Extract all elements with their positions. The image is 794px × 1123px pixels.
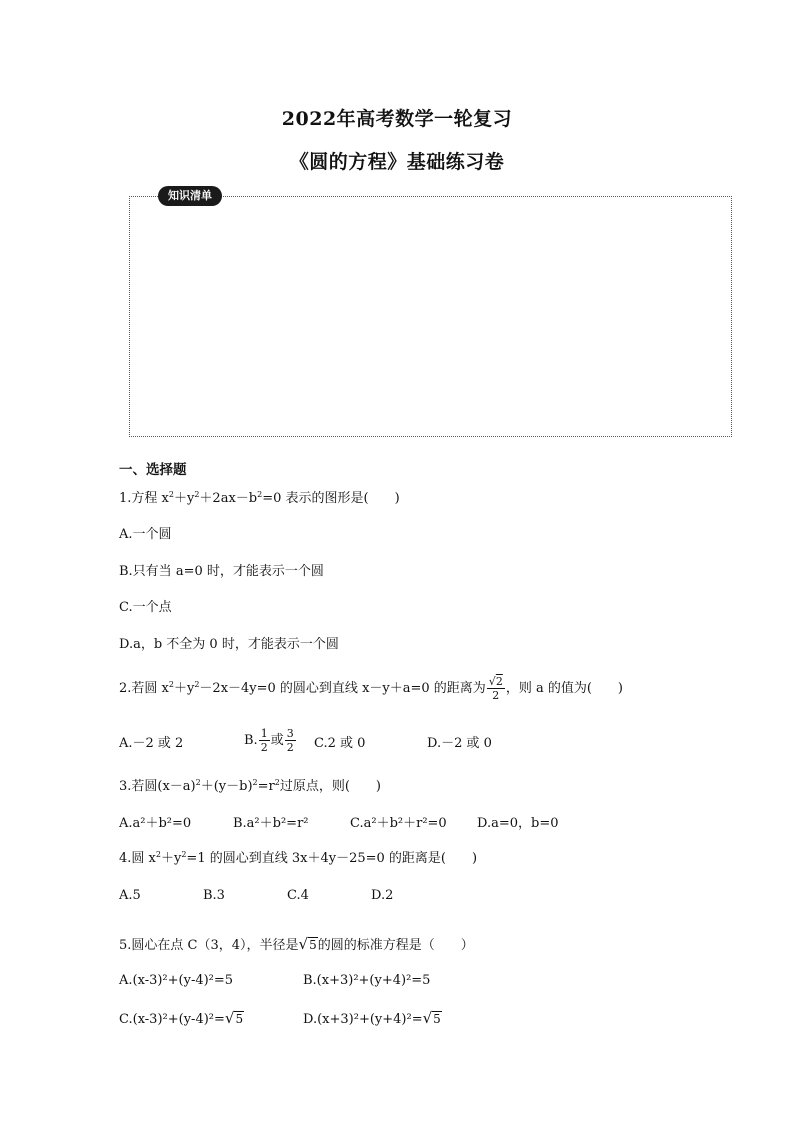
q1-option-b: B.只有当 a=0 时，才能表示一个圆 <box>119 564 324 579</box>
paper-subtitle: 《圆的方程》基础练习卷 <box>289 151 505 173</box>
q3-option-b: B.a²＋b²=r² <box>233 816 309 831</box>
knowledge-tag: 知识清单 <box>158 186 222 206</box>
q3-option-c: C.a²＋b²＋r²=0 <box>350 816 447 831</box>
knowledge-box <box>129 196 732 437</box>
section-heading: 一、选择题 <box>119 462 187 478</box>
q1-option-d: D.a，b 不全为 0 时，才能表示一个圆 <box>119 637 339 652</box>
question-1: 1.方程 $x^2+y^2+2ax-b^2=0$ 表示的图形是( ) <box>119 490 400 506</box>
q3-option-d: D.a=0，b=0 <box>477 816 559 831</box>
question-4: 4.圆 $x^2+y^2=1$ 的圆心到直线 3x＋4y－25=0 的距离是( ) <box>119 850 478 866</box>
q1-option-a: A.一个圆 <box>119 527 172 542</box>
question-5: 5.圆心在点 C（3，4），半径是√5的圆的标准方程是（ ） <box>119 935 474 953</box>
paper-title: 2022年高考数学一轮复习 <box>281 108 513 130</box>
q5-option-c: C.(x-3)²+(y-4)²=√5 <box>119 1009 244 1027</box>
q5-option-d: D.(x+3)²+(y+4)²=√5 <box>303 1009 441 1027</box>
q2-option-d: D.－2 或 0 <box>427 736 492 751</box>
q4-option-a: A.5 <box>119 888 141 903</box>
distance-fraction: $\frac{√2}{2}$ <box>488 675 503 702</box>
q2-option-c: C.2 或 0 <box>314 736 366 751</box>
q5-option-a: A.(x-3)²+(y-4)²=5 <box>119 973 234 988</box>
q3-option-a: A.a²＋b²=0 <box>119 816 192 831</box>
question-2: 2.若圆 $x^2+y^2-2x-4y=0$ 的圆心到直线 x－y＋a=0 的距离为 $\frac{√2}{2}$ ，则 a 的值为( ) <box>119 675 623 702</box>
question-3: 3.若圆$(x-a)^2+(y-b)^2=r^2$过原点，则( ) <box>119 778 381 794</box>
q2-option-a: A.－2 或 2 <box>119 736 184 751</box>
q4-option-c: C.4 <box>287 888 309 903</box>
q4-option-b: B.3 <box>203 888 225 903</box>
q2-option-b: B. $\frac{1}{2}$ 或 $\frac{3}{2}$ <box>244 727 294 754</box>
q1-option-c: C.一个点 <box>119 600 172 615</box>
q5-option-b: B.(x+3)²+(y+4)²=5 <box>303 973 431 988</box>
q4-option-d: D.2 <box>371 888 394 903</box>
radius-sqrt: √5 <box>298 935 317 953</box>
